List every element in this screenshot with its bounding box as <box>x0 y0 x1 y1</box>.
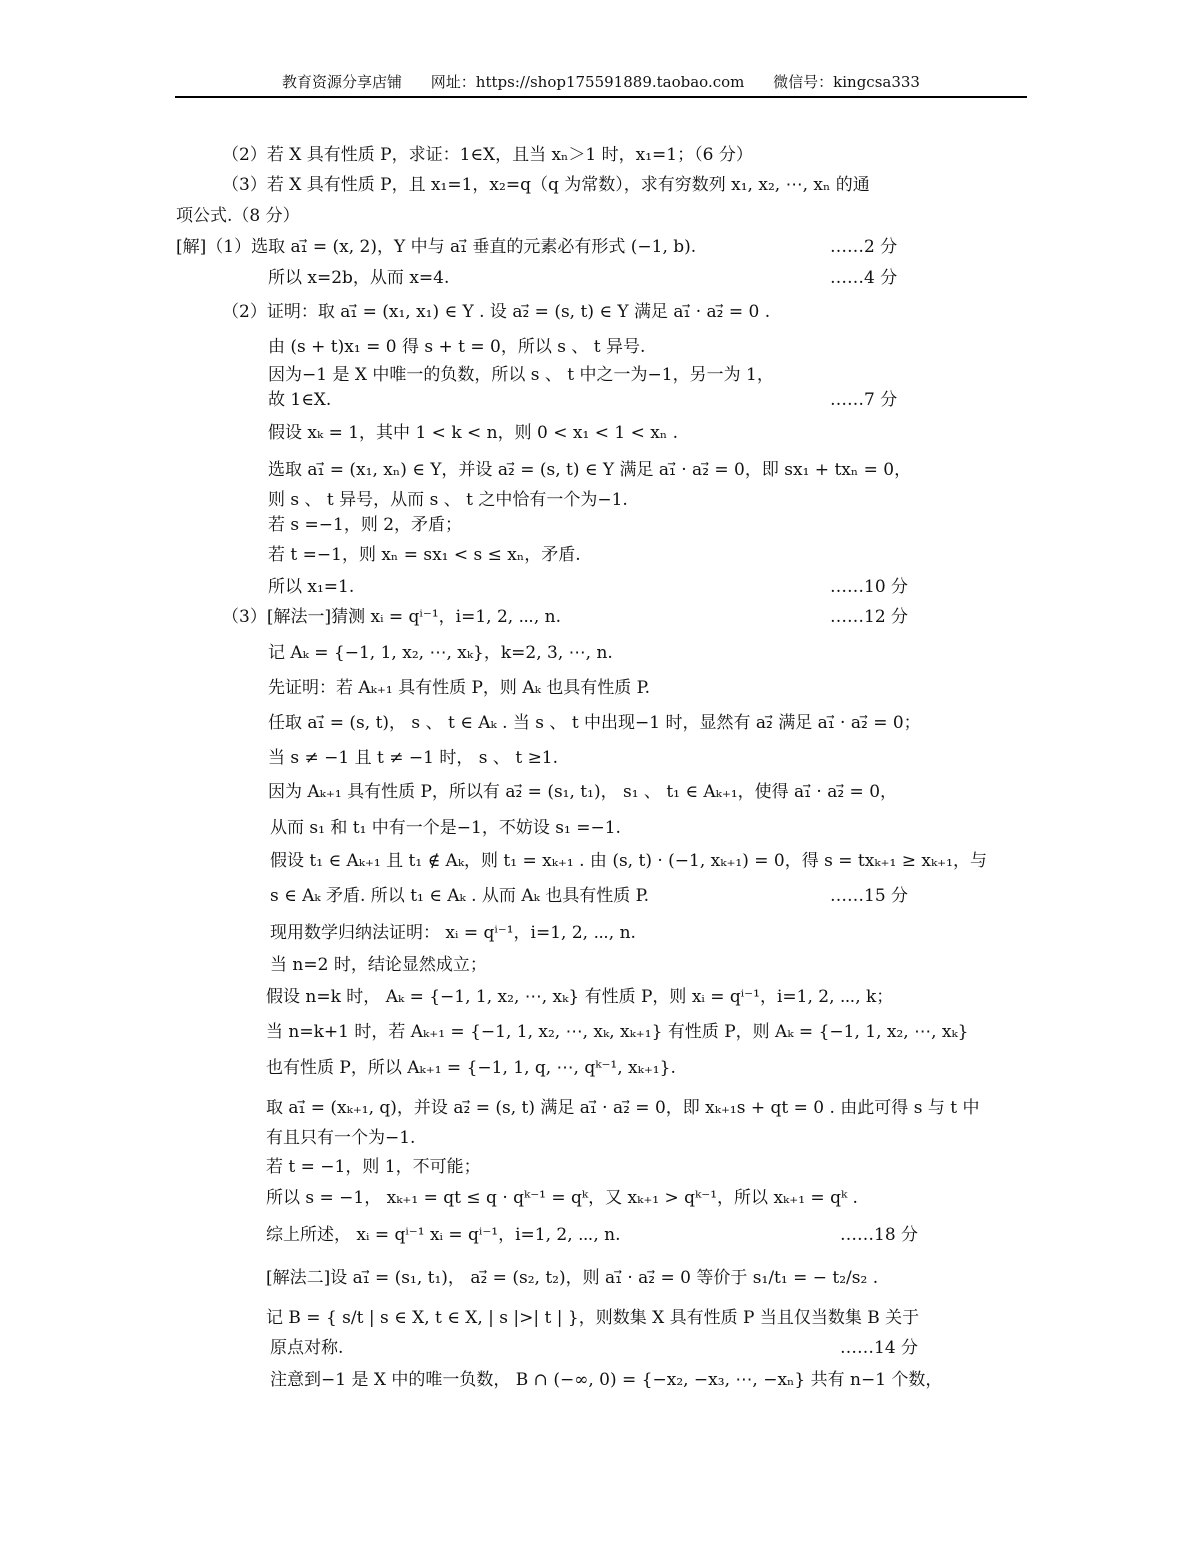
text-line: 记 Aₖ = {−1, 1, x₂, ⋯, xₖ}，k=2, 3, ⋯, n. <box>268 643 613 663</box>
score-mark: ……4 分 <box>830 268 898 288</box>
text-line: 记 B = { s/t | s ∈ X, t ∈ X, | s |>| t | }，则数集 X 具有性质 P 当且仅当数集 B 关于 <box>266 1308 920 1328</box>
text-line: [解]（1）选取 a₁⃗ = (x, 2)，Y 中与 a₁⃗ 垂直的元素必有形式 (−1, b). <box>176 237 697 257</box>
text-line: 因为 Aₖ₊₁ 具有性质 P，所以有 a₂⃗ = (s₁, t₁)， s₁ 、 t₁ ∈ Aₖ₊₁，使得 a₁⃗ · a₂⃗ = 0， <box>268 782 898 802</box>
text-line: 若 s =−1，则 2，矛盾； <box>268 515 463 535</box>
text-line: 项公式.（8 分） <box>176 206 300 226</box>
text-line: 当 n=k+1 时，若 Aₖ₊₁ = {−1, 1, x₂, ⋯, xₖ, xₖ₊₁} 有性质 P，则 Aₖ = {−1, 1, x₂, ⋯, xₖ} <box>266 1022 969 1042</box>
score-mark: ……18 分 <box>840 1225 919 1245</box>
text-line: 由 (s + t)x₁ = 0 得 s + t = 0，所以 s 、 t 异号. <box>268 337 646 357</box>
text-line: （2）若 X 具有性质 P，求证：1∈X，且当 xₙ＞1 时，x₁=1；（6 分） <box>222 145 753 165</box>
text-line: 故 1∈X. <box>268 390 332 410</box>
text-line: 当 s ≠ −1 且 t ≠ −1 时， s 、 t ≥1. <box>268 748 559 768</box>
text-line: 假设 xₖ = 1，其中 1 < k < n，则 0 < x₁ < 1 < xₙ . <box>268 423 678 443</box>
text-line: 先证明：若 Aₖ₊₁ 具有性质 P，则 Aₖ 也具有性质 P. <box>268 678 651 698</box>
score-mark: ……14 分 <box>840 1338 919 1358</box>
text-line: 所以 s = −1， xₖ₊₁ = qt ≤ q · qᵏ⁻¹ = qᵏ，又 xₖ₊₁ > qᵏ⁻¹，所以 xₖ₊₁ = qᵏ . <box>266 1188 858 1208</box>
score-mark: ……2 分 <box>830 237 898 257</box>
text-line: 若 t = −1，则 1，不可能； <box>266 1157 481 1177</box>
wechat-id: 微信号：kingcsa333 <box>773 73 920 91</box>
score-mark: ……10 分 <box>830 577 909 597</box>
shop-url: 网址：https://shop175591889.taobao.com <box>430 73 745 91</box>
text-line: 所以 x₁=1. <box>268 577 355 597</box>
shop-name: 教育资源分享店铺 <box>282 73 403 91</box>
text-line: 从而 s₁ 和 t₁ 中有一个是−1，不妨设 s₁ =−1. <box>270 818 621 838</box>
page-header <box>175 70 1027 98</box>
text-line: 任取 a₁⃗ = (s, t)， s 、 t ∈ Aₖ . 当 s 、 t 中出现−1 时，显然有 a₂⃗ 满足 a₁⃗ · a₂⃗ = 0； <box>268 713 921 733</box>
text-line: 选取 a₁⃗ = (x₁, xₙ) ∈ Y，并设 a₂⃗ = (s, t) ∈ Y 满足 a₁⃗ · a₂⃗ = 0，即 sx₁ + txₙ = 0， <box>268 460 912 480</box>
text-line: 当 n=2 时，结论显然成立； <box>270 955 487 975</box>
text-line: 假设 n=k 时， Aₖ = {−1, 1, x₂, ⋯, xₖ} 有性质 P，则 xᵢ = qⁱ⁻¹，i=1, 2, ⋯, k； <box>266 987 894 1007</box>
text-line: 则 s 、 t 异号，从而 s 、 t 之中恰有一个为−1. <box>268 490 628 510</box>
text-line: （2）证明：取 a₁⃗ = (x₁, x₁) ∈ Y . 设 a₂⃗ = (s, t) ∈ Y 满足 a₁⃗ · a₂⃗ = 0 . <box>222 302 771 322</box>
text-line: （3）[解法一]猜测 xᵢ = qⁱ⁻¹，i=1, 2, ⋯, n. <box>222 607 562 627</box>
score-mark: ……12 分 <box>830 607 909 627</box>
text-line: s ∈ Aₖ 矛盾. 所以 t₁ ∈ Aₖ . 从而 Aₖ 也具有性质 P. <box>270 886 650 906</box>
text-line: （3）若 X 具有性质 P，且 x₁=1，x₂=q（q 为常数），求有穷数列 x₁, x₂, ⋯, xₙ 的通 <box>222 175 870 195</box>
text-line: 注意到−1 是 X 中的唯一负数， B ∩ (−∞, 0) = {−x₂, −x₃, ⋯, −xₙ} 共有 n−1 个数， <box>270 1370 943 1390</box>
text-line: 假设 t₁ ∈ Aₖ₊₁ 且 t₁ ∉ Aₖ，则 t₁ = xₖ₊₁ . 由 (s, t) · (−1, xₖ₊₁) = 0，得 s = txₖ₊₁ ≥ xₖ₊₁，与 <box>270 851 987 871</box>
text-line: 现用数学归纳法证明： xᵢ = qⁱ⁻¹，i=1, 2, ⋯, n. <box>270 923 636 943</box>
text-line: 原点对称. <box>270 1338 344 1358</box>
score-mark: ……15 分 <box>830 886 909 906</box>
text-line: 有且只有一个为−1. <box>266 1128 416 1148</box>
text-line: 所以 x=2b，从而 x=4. <box>268 268 450 288</box>
score-mark: ……7 分 <box>830 390 898 410</box>
text-line: [解法二]设 a₁⃗ = (s₁, t₁)， a₂⃗ = (s₂, t₂)，则 a₁⃗ · a₂⃗ = 0 等价于 s₁/t₁ = − t₂/s₂ . <box>266 1268 879 1288</box>
text-line: 若 t =−1，则 xₙ = sx₁ < s ≤ xₙ，矛盾. <box>268 545 581 565</box>
text-line: 取 a₁⃗ = (xₖ₊₁, q)，并设 a₂⃗ = (s, t) 满足 a₁⃗ · a₂⃗ = 0，即 xₖ₊₁s + qt = 0 . 由此可得 s 与 t 中 <box>266 1098 980 1118</box>
text-line: 也有性质 P，所以 Aₖ₊₁ = {−1, 1, q, ⋯, qᵏ⁻¹, xₖ₊₁}. <box>266 1058 676 1078</box>
text-line: 因为−1 是 X 中唯一的负数，所以 s 、 t 中之一为−1，另一为 1， <box>268 365 774 385</box>
text-line: 综上所述， xᵢ = qⁱ⁻¹ xᵢ = qⁱ⁻¹，i=1, 2, ⋯, n. <box>266 1225 621 1245</box>
